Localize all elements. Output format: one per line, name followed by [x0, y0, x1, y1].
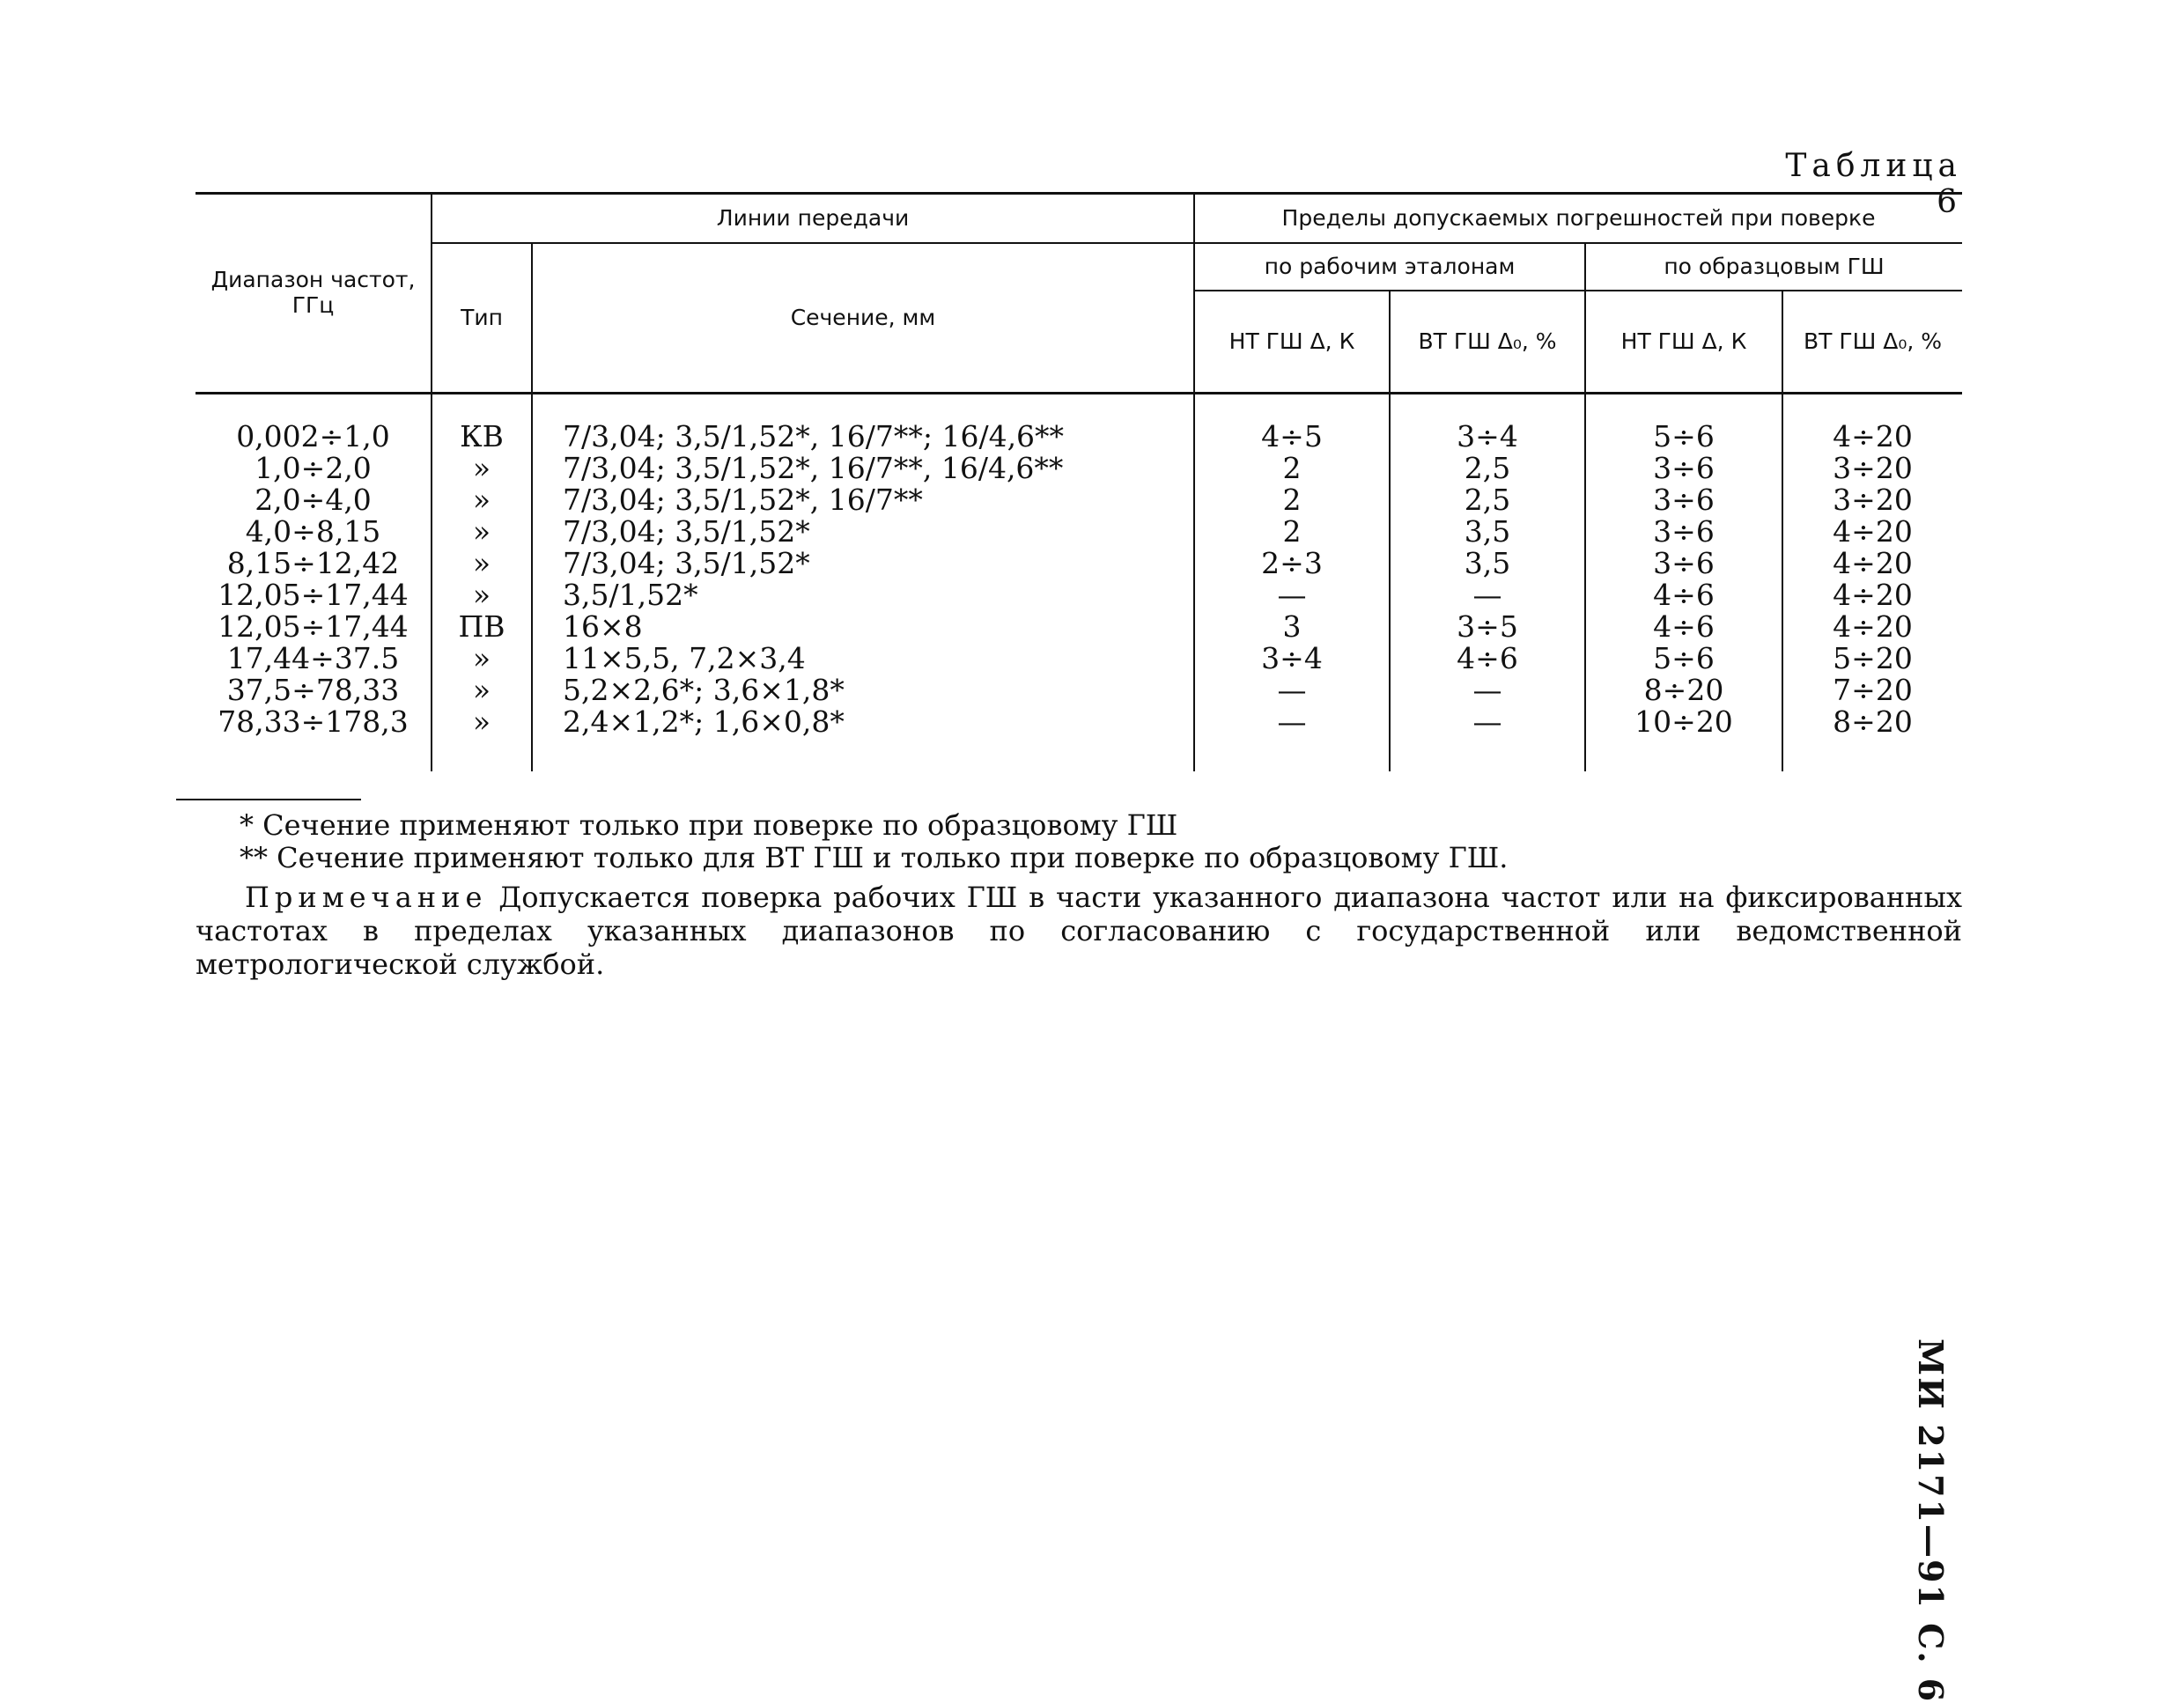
header-type: Тип — [432, 243, 532, 394]
cell-section: 7/3,04; 3,5/1,52*, 16/7** — [532, 484, 1194, 516]
header-working: по рабочим эталонам — [1194, 243, 1585, 291]
footnote-rule — [176, 799, 361, 800]
cell-section: 7/3,04; 3,5/1,52* — [532, 548, 1194, 579]
cell-vt1: 4÷6 — [1390, 643, 1585, 675]
header-vt2: ВТ ГШ Δ₀, % — [1782, 291, 1962, 394]
cell-type: КВ — [432, 394, 532, 453]
cell-vt2: 3÷20 — [1833, 451, 1913, 485]
cell-nt2: 8÷20 — [1585, 675, 1782, 706]
cell-vt2: 8÷20 — [1833, 704, 1913, 739]
cell-section: 7/3,04; 3,5/1,52*, 16/7**; 16/4,6** — [532, 394, 1194, 453]
cell-vt1: 3÷4 — [1390, 394, 1585, 453]
cell-vt2: 4÷20 — [1833, 578, 1913, 612]
table-row — [196, 675, 1962, 706]
cell-vt1: 2,5 — [1390, 484, 1585, 516]
table-row — [196, 484, 1962, 516]
cell-vt1: 3÷5 — [1390, 611, 1585, 643]
header-lines: Линии передачи — [432, 194, 1194, 244]
table-row — [196, 453, 1962, 484]
cell-vt2: 4÷20 — [1833, 546, 1913, 580]
note-lead: Примечание — [245, 881, 488, 914]
cell-nt1: — — [1194, 675, 1390, 706]
cell-type: » — [432, 675, 532, 706]
cell-freq: 4,0÷8,15 — [196, 516, 432, 548]
cell-freq: 2,0÷4,0 — [196, 484, 432, 516]
cell-nt1: — — [1194, 706, 1390, 771]
cell-nt2: 3÷6 — [1585, 548, 1782, 579]
cell-nt1: 2 — [1194, 453, 1390, 484]
cell-vt1: 2,5 — [1390, 453, 1585, 484]
cell-vt1: 3,5 — [1390, 516, 1585, 548]
cell-freq: 0,002÷1,0 — [196, 394, 432, 453]
cell-freq: 78,33÷178,3 — [196, 706, 432, 771]
cell-type: ПВ — [432, 611, 532, 643]
table-row — [196, 516, 1962, 548]
cell-type: » — [432, 579, 532, 611]
cell-vt2: 4÷20 — [1833, 419, 1913, 453]
cell-nt1: 4÷5 — [1194, 394, 1390, 453]
cell-section: 3,5/1,52* — [532, 579, 1194, 611]
table-row — [196, 394, 1962, 453]
table-row — [196, 706, 1962, 771]
footnote-1: * Сечение применяют только при поверке по образцовому ГШ — [240, 808, 1178, 842]
cell-vt2: 3÷20 — [1833, 483, 1913, 517]
cell-type: » — [432, 706, 532, 771]
cell-type: » — [432, 484, 532, 516]
table-row — [196, 611, 1962, 643]
cell-section: 5,2×2,6*; 3,6×1,8* — [532, 675, 1194, 706]
header-reference: по образцовым ГШ — [1585, 243, 1962, 291]
cell-nt2: 5÷6 — [1585, 643, 1782, 675]
cell-nt2: 4÷6 — [1585, 579, 1782, 611]
cell-vt1: — — [1390, 675, 1585, 706]
cell-type: » — [432, 516, 532, 548]
cell-type: » — [432, 548, 532, 579]
cell-type: » — [432, 453, 532, 484]
cell-freq: 1,0÷2,0 — [196, 453, 432, 484]
header-vt1: ВТ ГШ Δ₀, % — [1390, 291, 1585, 394]
cell-nt1: 3÷4 — [1194, 643, 1390, 675]
cell-nt2: 3÷6 — [1585, 516, 1782, 548]
note-paragraph — [196, 881, 1962, 981]
cell-section: 16×8 — [532, 611, 1194, 643]
cell-vt2: 4÷20 — [1833, 514, 1913, 549]
data-table — [196, 192, 1962, 771]
table-row — [196, 548, 1962, 579]
header-nt2: НТ ГШ Δ, К — [1585, 291, 1782, 394]
footnote-2: ** Сечение применяют только для ВТ ГШ и только при поверке по образцовому ГШ. — [240, 841, 1509, 874]
cell-freq: 12,05÷17,44 — [196, 611, 432, 643]
cell-nt2: 3÷6 — [1585, 453, 1782, 484]
cell-freq: 37,5÷78,33 — [196, 675, 432, 706]
header-freq: Диапазон частот, ГГц — [196, 194, 432, 394]
cell-section: 7/3,04; 3,5/1,52*, 16/7**, 16/4,6** — [532, 453, 1194, 484]
cell-vt2: 7÷20 — [1833, 673, 1913, 707]
cell-nt1: 3 — [1194, 611, 1390, 643]
cell-vt1: — — [1390, 706, 1585, 771]
cell-freq: 8,15÷12,42 — [196, 548, 432, 579]
cell-vt1: 3,5 — [1390, 548, 1585, 579]
cell-freq: 12,05÷17,44 — [196, 579, 432, 611]
document-code: МИ 2171—91 С. 6 — [1911, 1338, 1951, 1703]
header-section: Сечение, мм — [532, 243, 1194, 394]
cell-section: 11×5,5, 7,2×3,4 — [532, 643, 1194, 675]
cell-vt1: — — [1390, 579, 1585, 611]
cell-nt1: 2 — [1194, 484, 1390, 516]
table-body — [196, 394, 1962, 772]
cell-vt2: 4÷20 — [1833, 609, 1913, 644]
table-6 — [196, 192, 1962, 777]
cell-type: » — [432, 643, 532, 675]
cell-vt2: 5÷20 — [1833, 641, 1913, 675]
cell-section: 2,4×1,2*; 1,6×0,8* — [532, 706, 1194, 771]
cell-nt1: — — [1194, 579, 1390, 611]
header-nt1: НТ ГШ Δ, К — [1194, 291, 1390, 394]
cell-nt2: 10÷20 — [1585, 706, 1782, 771]
cell-nt1: 2÷3 — [1194, 548, 1390, 579]
cell-nt1: 2 — [1194, 516, 1390, 548]
header-limits: Пределы допускаемых погрешностей при поверке — [1194, 194, 1962, 244]
table-caption: Таблица 6 — [1785, 148, 1962, 220]
cell-nt2: 4÷6 — [1585, 611, 1782, 643]
cell-section: 7/3,04; 3,5/1,52* — [532, 516, 1194, 548]
cell-freq: 17,44÷37.5 — [196, 643, 432, 675]
note-text: Допускается поверка рабочих ГШ в части указанного диапазона частот или на фиксированных частотах в пределах указанных диапазонов по согласованию с государственной или ведомственной метрологической службой. — [196, 881, 1962, 981]
table-row — [196, 643, 1962, 675]
cell-nt2: 5÷6 — [1585, 394, 1782, 453]
cell-nt2: 3÷6 — [1585, 484, 1782, 516]
table-row — [196, 579, 1962, 611]
